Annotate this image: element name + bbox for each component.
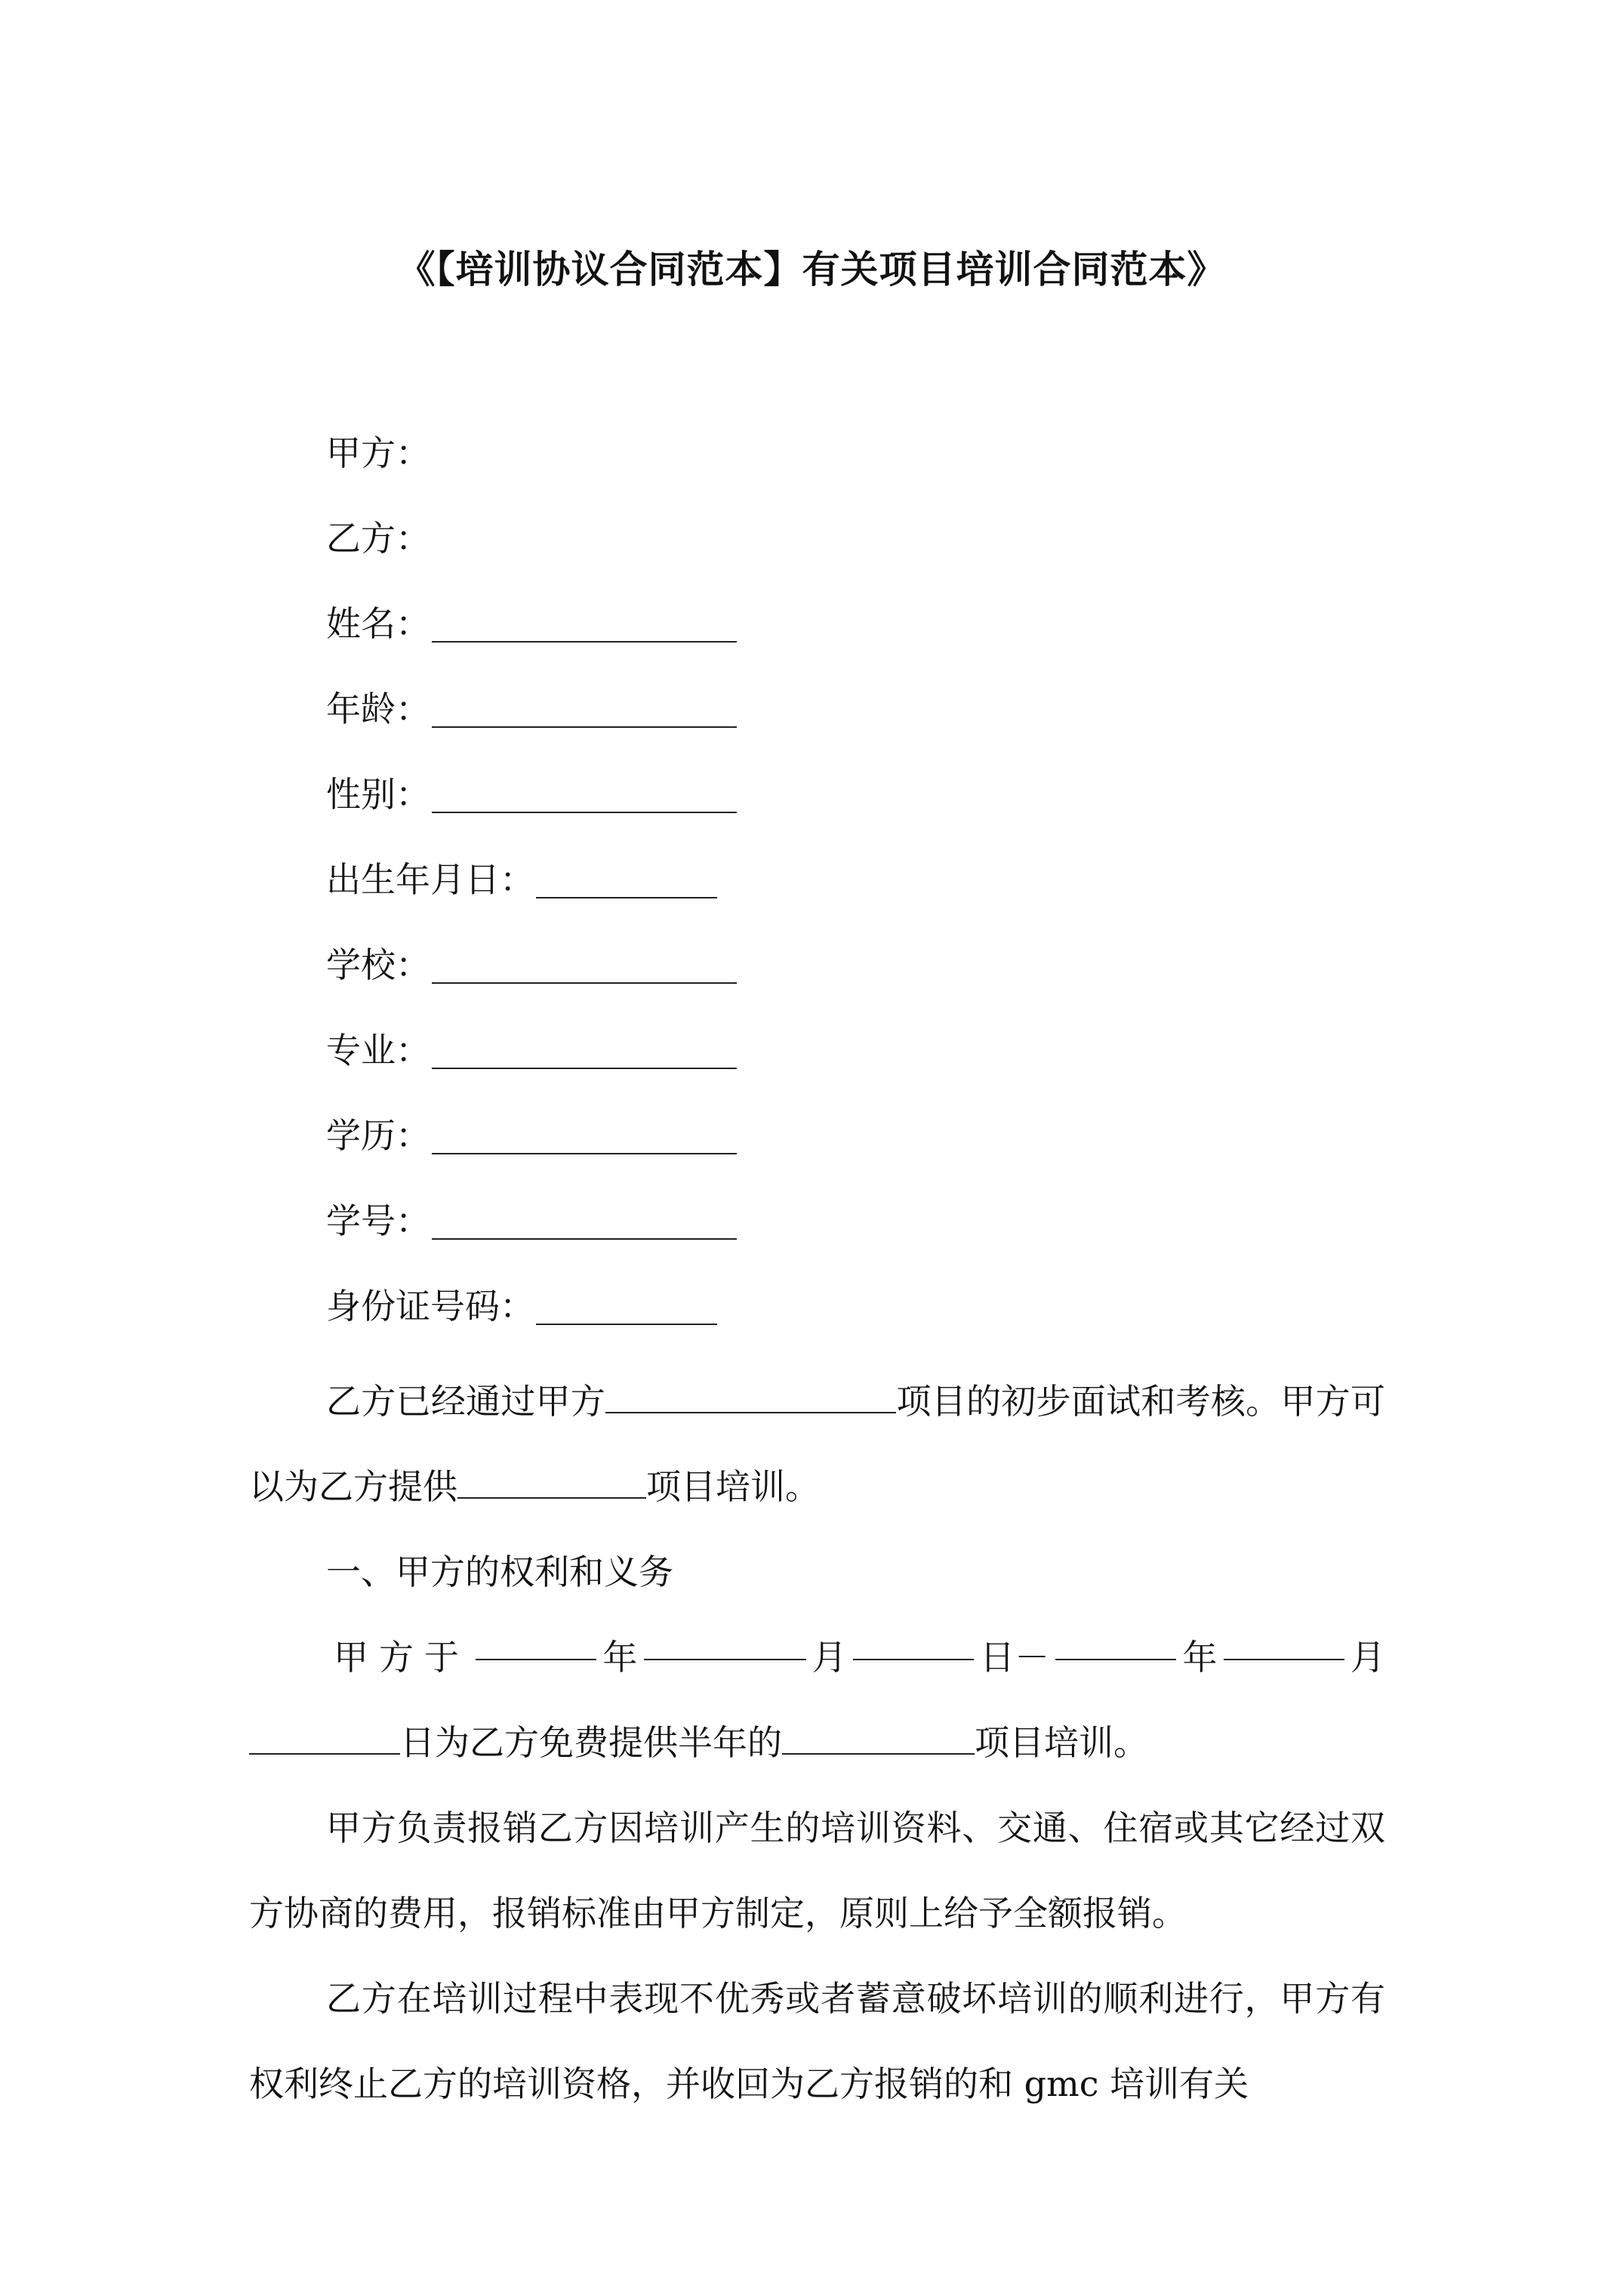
start-year-blank — [476, 1615, 596, 1660]
start-day-blank — [853, 1615, 974, 1660]
contract-body — [249, 1359, 1385, 2127]
field-id-number — [326, 1280, 737, 1365]
field-party-b — [326, 512, 737, 597]
name-blank — [432, 597, 737, 643]
id-number-blank — [536, 1280, 717, 1325]
major-blank — [432, 1024, 737, 1069]
date-text-end: 项目培训。 — [975, 1722, 1148, 1763]
date-text-day: 日－ — [980, 1637, 1050, 1678]
start-month-blank — [644, 1615, 806, 1660]
school-blank — [432, 938, 737, 984]
para1-text-c: 项目培训。 — [646, 1466, 820, 1507]
gender-blank — [432, 768, 737, 813]
field-label: 身份证号码： — [326, 1286, 534, 1327]
field-education — [326, 1109, 737, 1194]
field-label: 性别： — [326, 774, 430, 815]
date-text-month2: 月 — [1350, 1637, 1385, 1678]
paragraph-termination: 乙方在培训过程中表现不优秀或者蓄意破坏培训的顺利进行，甲方有权利终止乙方的培训资格，并收回为乙方报销的和 gmc 培训有关 — [249, 1978, 1385, 2104]
section-heading-party-a-rights: 一、甲方的权利和义务 — [326, 1552, 673, 1592]
date-text-a: 甲方于 — [334, 1637, 470, 1678]
document-title: 《【培训协议合同范本】有关项目培训合同范本》 — [397, 247, 1226, 291]
paragraph-passed-interview — [249, 1359, 1385, 1530]
field-label: 学校： — [326, 945, 430, 985]
age-blank — [432, 683, 737, 728]
project-blank — [605, 1368, 896, 1413]
training-project-blank — [457, 1453, 646, 1499]
field-label: 出生年月日： — [326, 859, 534, 900]
end-day-blank — [249, 1709, 400, 1755]
field-gender — [326, 768, 737, 853]
para1-text-b: 项目的初步面试和考核。甲方可以为乙方提供 — [249, 1381, 1386, 1507]
field-party-a — [326, 427, 737, 512]
field-label: 姓名： — [326, 603, 430, 644]
field-label: 甲方： — [326, 433, 430, 473]
field-birthdate — [326, 853, 737, 938]
field-label: 学历： — [326, 1115, 430, 1156]
para1-text-a: 乙方已经通过甲方 — [326, 1381, 606, 1422]
field-label: 乙方： — [326, 518, 430, 559]
form-fields — [326, 427, 737, 1365]
field-label: 专业： — [326, 1030, 430, 1071]
paragraph-reimbursement: 甲方负责报销乙方因培训产生的培训资料、交通、住宿或其它经过双方协商的费用，报销标准由甲方制定，原则上给予全额报销。 — [249, 1808, 1385, 1934]
date-text-month: 月 — [812, 1637, 847, 1678]
date-text-free-training: 日为乙方免费提供半年的 — [400, 1722, 782, 1763]
date-clause-line — [249, 1615, 1385, 1700]
field-label: 学号： — [326, 1200, 430, 1241]
date-text-year2: 年 — [1182, 1637, 1218, 1678]
date-clause-continuation — [249, 1700, 1385, 1786]
education-blank — [432, 1109, 737, 1154]
end-year-blank — [1055, 1615, 1176, 1660]
student-id-blank — [432, 1194, 737, 1240]
field-label: 年龄： — [326, 689, 430, 729]
field-student-id — [326, 1194, 737, 1280]
field-age — [326, 683, 737, 768]
date-text-year: 年 — [602, 1637, 638, 1678]
birthdate-blank — [536, 853, 717, 898]
free-training-project-blank — [782, 1709, 975, 1755]
field-name — [326, 597, 737, 683]
end-month-blank — [1224, 1615, 1344, 1660]
field-major — [326, 1024, 737, 1109]
field-school — [326, 938, 737, 1024]
